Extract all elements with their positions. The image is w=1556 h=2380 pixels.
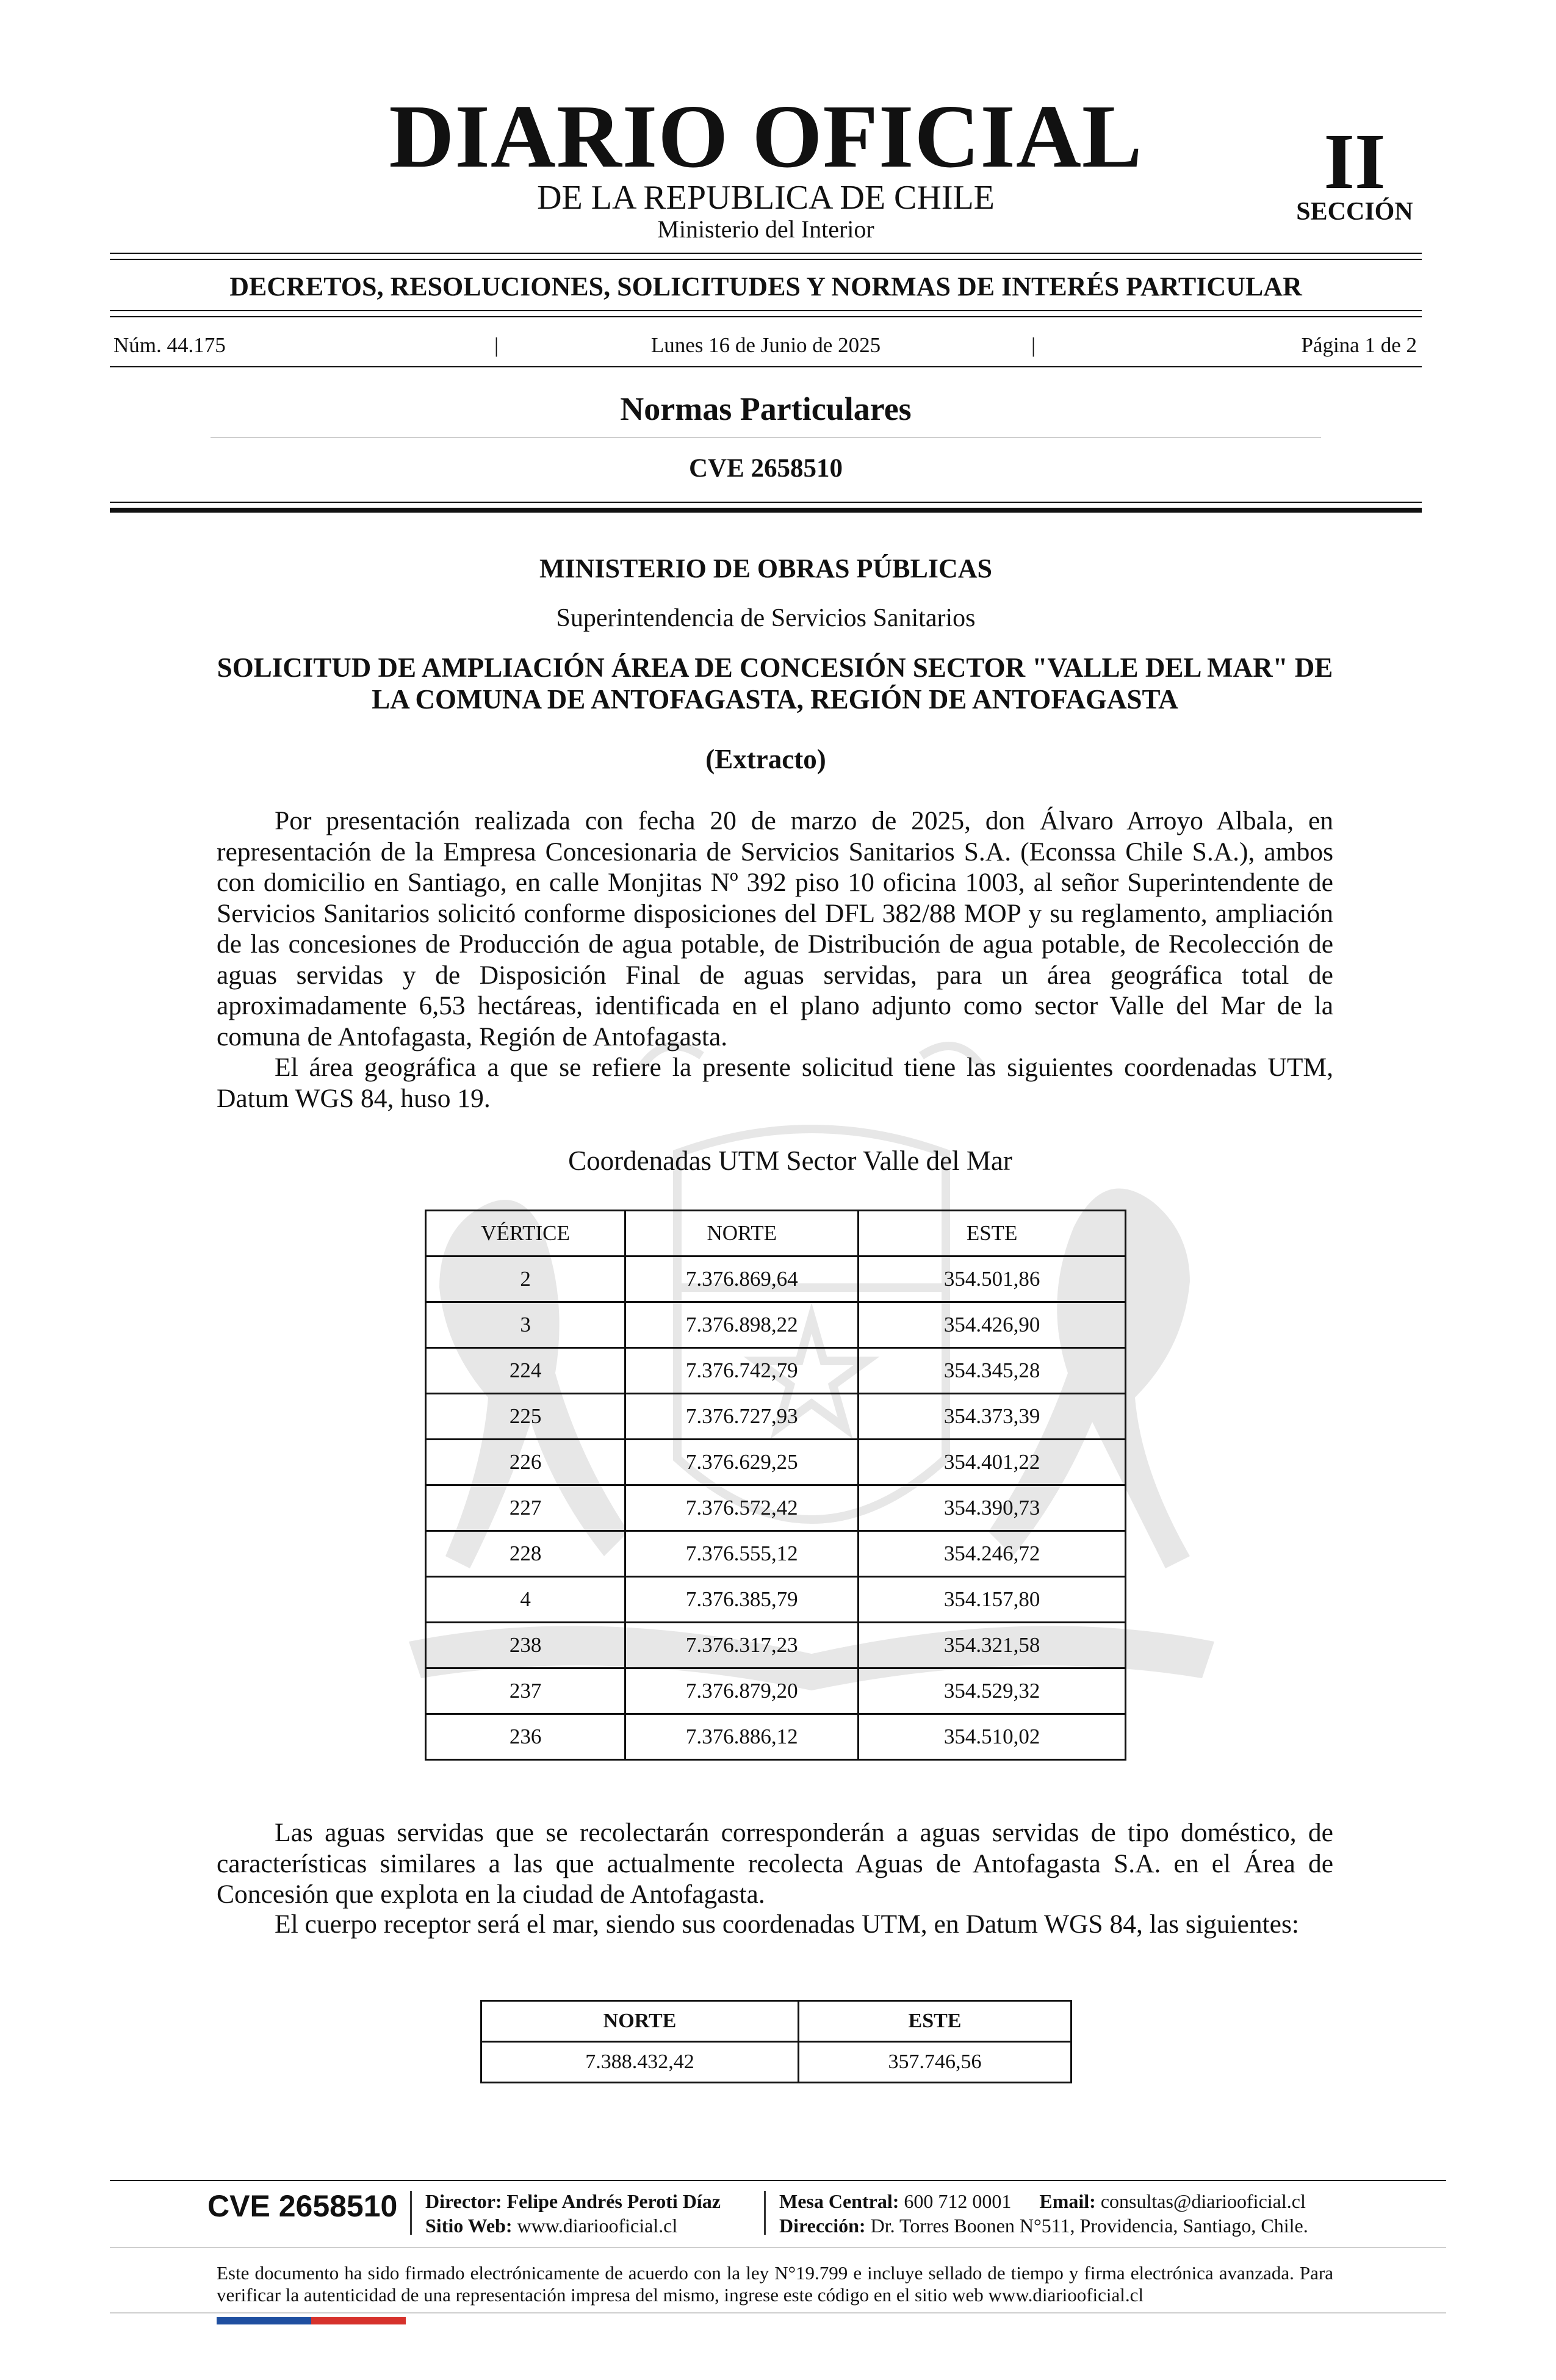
email-label: Email:: [1039, 2190, 1096, 2212]
north-cell: 7.376.317,23: [625, 1623, 859, 1668]
cve-rule-2: [110, 508, 1422, 513]
issue-number: Núm. 44.175: [113, 333, 226, 357]
footer-separator-2: [764, 2191, 766, 2235]
vertex-cell: 238: [426, 1623, 625, 1668]
section-band-rule-1: [110, 310, 1422, 311]
east-cell: 354.510,02: [859, 1714, 1126, 1760]
east-cell: 354.529,32: [859, 1668, 1126, 1714]
north-cell: 7.376.727,93: [625, 1394, 859, 1440]
footer-rule-mid: [110, 2247, 1446, 2248]
cve-rule-1: [110, 502, 1422, 503]
flag-stripe-red: [311, 2317, 406, 2324]
vertex-cell: 4: [426, 1577, 625, 1623]
east-cell: 354.345,28: [859, 1348, 1126, 1394]
address-label: Dirección:: [779, 2215, 866, 2237]
table-row: [481, 2042, 1072, 2083]
header-norte: NORTE: [625, 1211, 859, 1257]
director-label: Director:: [425, 2190, 502, 2212]
category-rule: [211, 437, 1321, 438]
east-cell: 354.157,80: [859, 1577, 1126, 1623]
issuing-ministry: MINISTERIO DE OBRAS PÚBLICAS: [539, 554, 993, 583]
director-name: Felipe Andrés Peroti Díaz: [506, 2190, 721, 2212]
header-norte: NORTE: [481, 2001, 799, 2042]
east-cell: 354.501,86: [859, 1257, 1126, 1302]
north-cell: 7.376.629,25: [625, 1440, 859, 1485]
section-band-title: DECRETOS, RESOLUCIONES, SOLICITUDES Y NORMAS DE INTERÉS PARTICULAR: [229, 272, 1302, 301]
vertex-cell: 237: [426, 1668, 625, 1714]
body-paragraph-4: El cuerpo receptor será el mar, siendo sus coordenadas UTM, en Datum WGS 84, las siguientes:: [275, 1909, 1299, 1939]
table-row: [426, 1577, 1126, 1623]
phone-label: Mesa Central:: [779, 2190, 899, 2212]
north-cell: 7.376.886,12: [625, 1714, 859, 1760]
table-row: [426, 1714, 1126, 1760]
site-label: Sitio Web:: [425, 2215, 513, 2237]
masthead-rule-top: [110, 253, 1422, 254]
newspaper-ministry: Ministerio del Interior: [657, 215, 874, 243]
vertex-cell: 226: [426, 1440, 625, 1485]
north-cell: 7.376.572,42: [625, 1485, 859, 1531]
section-band-rule-2: [110, 316, 1422, 317]
footer-director-block: [425, 2189, 721, 2238]
cve-code: CVE 2658510: [688, 454, 843, 483]
phone-number: 600 712 0001: [904, 2190, 1012, 2212]
table-row: [426, 1302, 1126, 1348]
footer-rule-top: [110, 2180, 1446, 2181]
coordinates-table: [425, 1210, 1126, 1761]
receptor-coordinates-table: [480, 2000, 1072, 2083]
site-link[interactable]: www.diariooficial.cl: [517, 2215, 678, 2237]
vertex-cell: 224: [426, 1348, 625, 1394]
footer-cve-code: CVE 2658510: [207, 2189, 398, 2223]
vertex-cell: 225: [426, 1394, 625, 1440]
north-cell: 7.388.432,42: [481, 2042, 799, 2083]
east-cell: 354.246,72: [859, 1531, 1126, 1577]
north-cell: 7.376.869,64: [625, 1257, 859, 1302]
page-indicator: Página 1 de 2: [1301, 333, 1417, 357]
issue-separator-1: |: [494, 333, 499, 357]
flag-stripe-blue: [217, 2317, 311, 2324]
east-cell: 354.401,22: [859, 1440, 1126, 1485]
table-row: [426, 1485, 1126, 1531]
vertex-cell: 2: [426, 1257, 625, 1302]
footer-contact-block: [779, 2189, 1308, 2238]
footer-legal-note: Este documento ha sido firmado electrónicamente de acuerdo con la ley N°19.799 e incluye sellado de tiempo y firma electrónica avanzada. Para verificar la autenticidad de una representación impresa del mismo, ingrese este código en el sitio web www.diariooficial.cl: [217, 2262, 1333, 2306]
east-cell: 357.746,56: [799, 2042, 1072, 2083]
table-row: [426, 1348, 1126, 1394]
issue-separator-2: |: [1031, 333, 1036, 357]
table-caption: Coordenadas UTM Sector Valle del Mar: [568, 1145, 1012, 1176]
north-cell: 7.376.385,79: [625, 1577, 859, 1623]
issue-date: Lunes 16 de Junio de 2025: [650, 333, 881, 357]
document-title: SOLICITUD DE AMPLIACIÓN ÁREA DE CONCESIÓN SECTOR "VALLE DEL MAR" DE LA COMUNA DE ANTOFAGASTA, REGIÓN DE ANTOFAGASTA: [217, 652, 1333, 715]
header-este: ESTE: [859, 1211, 1126, 1257]
north-cell: 7.376.555,12: [625, 1531, 859, 1577]
table-row: [426, 1440, 1126, 1485]
table-row: [426, 1623, 1126, 1668]
header-vertice: VÉRTICE: [426, 1211, 625, 1257]
east-cell: 354.426,90: [859, 1302, 1126, 1348]
footer-separator-1: [410, 2191, 412, 2235]
issuing-agency: Superintendencia de Servicios Sanitarios: [556, 604, 976, 632]
table-row: [426, 1394, 1126, 1440]
vertex-cell: 228: [426, 1531, 625, 1577]
header-este: ESTE: [799, 2001, 1072, 2042]
body-paragraph-2: El área geográfica a que se refiere la presente solicitud tiene las siguientes coordenadas UTM, Datum WGS 84, huso 19.: [217, 1053, 1333, 1113]
vertex-cell: 3: [426, 1302, 625, 1348]
north-cell: 7.376.898,22: [625, 1302, 859, 1348]
vertex-cell: 236: [426, 1714, 625, 1760]
east-cell: 354.390,73: [859, 1485, 1126, 1531]
section-label: SECCIÓN: [1296, 198, 1413, 226]
section-numeral: II: [1324, 118, 1386, 206]
newspaper-title: DIARIO OFICIAL: [389, 87, 1143, 187]
north-cell: 7.376.742,79: [625, 1348, 859, 1394]
vertex-cell: 227: [426, 1485, 625, 1531]
table-row: [426, 1668, 1126, 1714]
masthead-rule-top-2: [110, 259, 1422, 260]
document-subtitle: (Extracto): [705, 744, 826, 774]
table-header-row: [481, 2001, 1072, 2042]
newspaper-subtitle: DE LA REPUBLICA DE CHILE: [537, 179, 995, 217]
address-text: Dr. Torres Boonen N°511, Providencia, Santiago, Chile.: [870, 2215, 1308, 2237]
north-cell: 7.376.879,20: [625, 1668, 859, 1714]
table-header-row: [426, 1211, 1126, 1257]
body-paragraph-3: Las aguas servidas que se recolectarán corresponderán a aguas servidas de tipo doméstico, de características similares a las que actualmente recolecta Aguas de Antofagasta S.A. en el Área de Concesión que explota en la ciudad de Antofagasta.: [217, 1818, 1333, 1909]
issue-rule: [110, 366, 1422, 367]
east-cell: 354.373,39: [859, 1394, 1126, 1440]
table-row: [426, 1257, 1126, 1302]
category-heading: Normas Particulares: [620, 391, 912, 427]
email-link[interactable]: consultas@diariooficial.cl: [1100, 2190, 1306, 2212]
table-row: [426, 1531, 1126, 1577]
body-paragraph-1: Por presentación realizada con fecha 20 de marzo de 2025, don Álvaro Arroyo Albala, en representación de la Empresa Concesionaria de Servicios Sanitarios S.A. (Econssa Chile S.A.), ambos con domicilio en Santiago, en calle Monjitas Nº 392 piso 10 oficina 1003, al señor Superintendente de Servicios Sanitarios solicitó conforme disposiciones del DFL 382/88 MOP y su reglamento, ampliación de las concesiones de Producción de agua potable, de Distribución de agua potable, de Recolección de aguas servidas y de Disposición Final de aguas servidas, para un área geográfica total de aproximadamente 6,53 hectáreas, identificada en el plano adjunto como sector Valle del Mar de la comuna de Antofagasta, Región de Antofagasta.: [217, 806, 1333, 1051]
footer-rule-bottom: [110, 2312, 1446, 2313]
east-cell: 354.321,58: [859, 1623, 1126, 1668]
